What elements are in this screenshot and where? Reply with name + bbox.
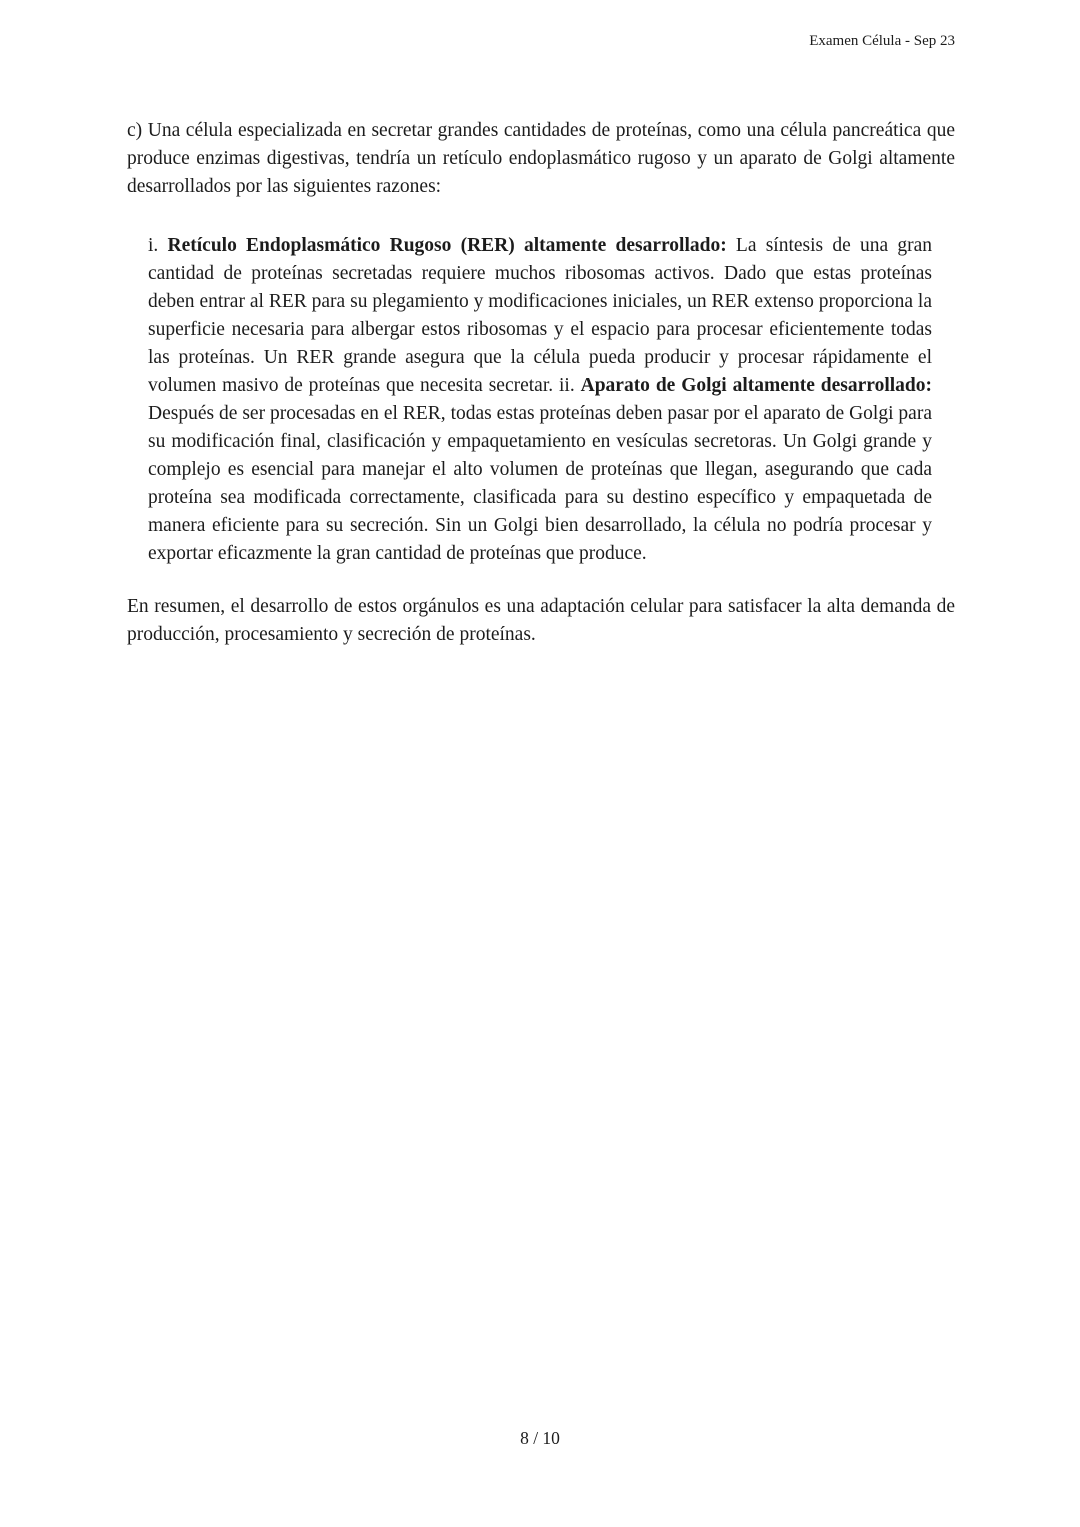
block-run-golgi-heading: Aparato de Golgi altamente desarrollado: — [580, 375, 932, 396]
block-run-roman-i: i. — [148, 235, 168, 256]
closing-paragraph: En resumen, el desarrollo de estos orgánulos es una adaptación celular para satisfacer la alta demanda de producción, procesamiento y secreción de proteínas. — [127, 596, 955, 645]
document-body — [127, 117, 955, 649]
block-run-rer-body: La síntesis de una gran cantidad de proteínas secretadas requiere muchos ribosomas activos. Dado que estas proteínas deben entrar al RER para su plegamiento y modificaciones iniciales, un RER extenso proporciona la superficie necesaria para albergar estos ribosomas y el espacio para procesar eficientemente todas las proteínas. Un RER grande asegura que la célula pueda producir y procesar rápidamente el volumen masivo de proteínas que necesita secretar. ii. — [148, 235, 932, 396]
intro-paragraph: c) Una célula especializada en secretar grandes cantidades de proteínas, como una célula pancreática que produce enzimas digestivas, tendría un retículo endoplasmático rugoso y un aparato de Golgi altamente desarrollados por las siguientes razones: — [127, 120, 955, 197]
header-title: Examen Célula - Sep 23 — [809, 33, 955, 49]
page-header — [0, 31, 955, 51]
answer-block-paragraph — [148, 232, 932, 568]
page-footer — [0, 1426, 1080, 1450]
block-run-golgi-body: Después de ser procesadas en el RER, todas estas proteínas deben pasar por el aparato de Golgi para su modificación final, clasificación y empaquetamiento en vesículas secretoras. Un Golgi grande y complejo es esencial para manejar el alto volumen de proteínas que llegan, asegurando que cada proteína sea modificada correctamente, clasificada para su destino específico y empaquetada de manera eficiente para su secreción. Sin un Golgi bien desarrollado, la célula no podría procesar y exportar eficazmente la gran cantidad de proteínas que produce. — [148, 403, 932, 564]
page-number: 8 / 10 — [520, 1428, 560, 1448]
block-run-rer-heading: Retículo Endoplasmático Rugoso (RER) altamente desarrollado: — [167, 235, 727, 256]
